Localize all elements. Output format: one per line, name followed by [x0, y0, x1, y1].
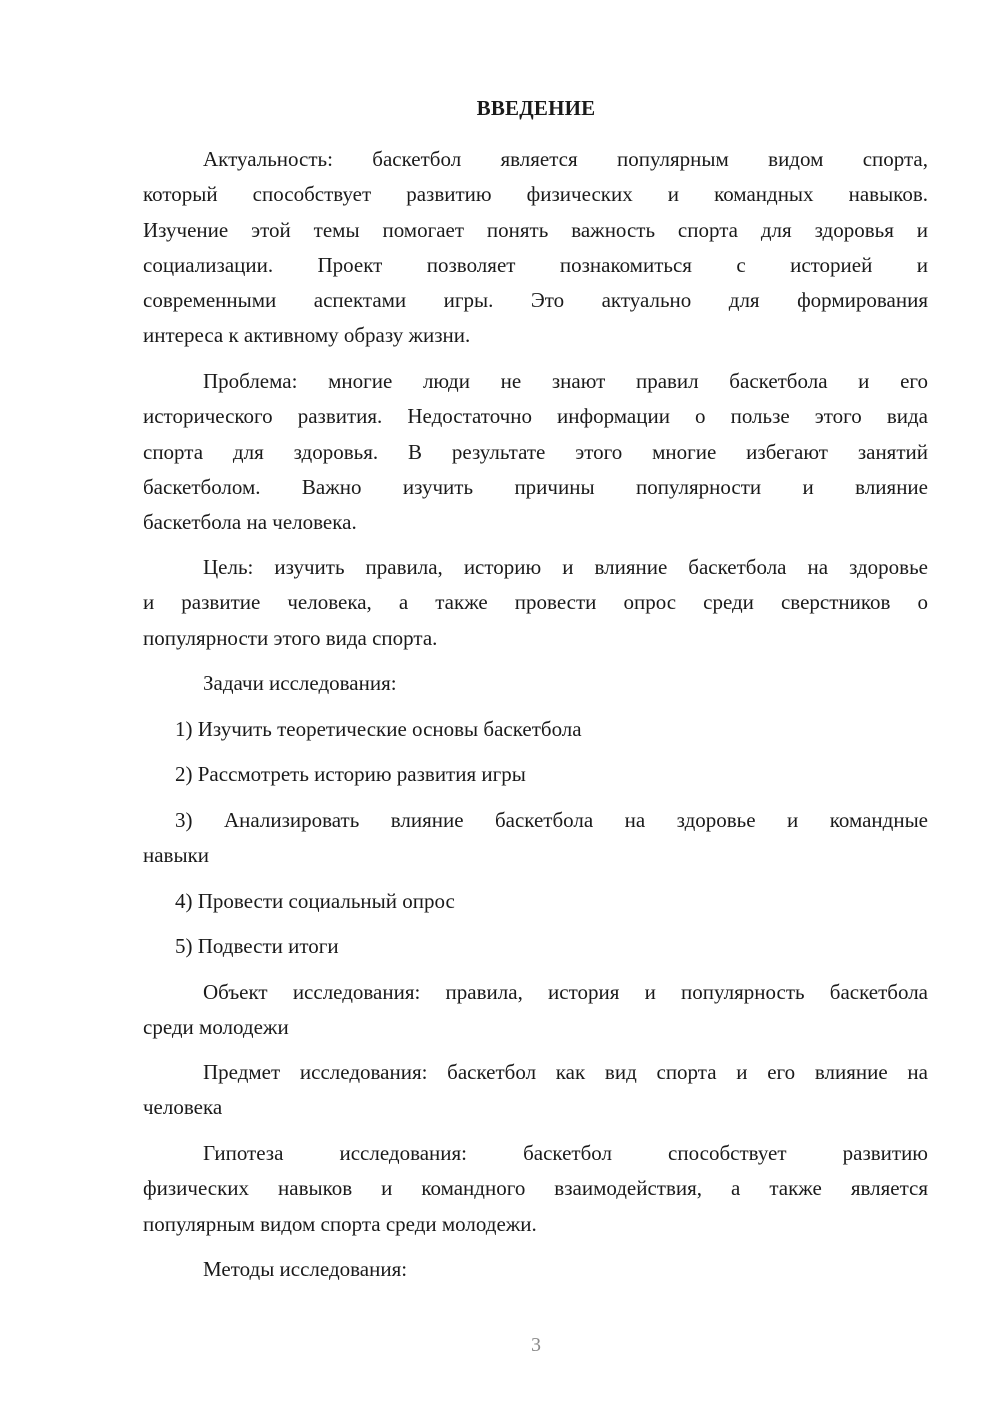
paragraph-hypothesis — [143, 1136, 928, 1242]
text-line: Цель: изучить правила, историю и влияние баскетбола на здоровье — [203, 555, 928, 579]
list-item: 5) Подвести итоги — [175, 934, 339, 958]
list-item: 1) Изучить теоретические основы баскетбола — [175, 717, 582, 741]
text-line: Актуальность: баскетбол является популярным видом спорта, — [203, 147, 928, 171]
text-line: Изучение этой темы помогает понять важность спорта для здоровья и — [143, 217, 928, 242]
paragraph-problem — [143, 364, 928, 540]
tasks-list — [143, 712, 928, 747]
tasks-list — [143, 757, 928, 792]
text-line: баскетболом. Важно изучить причины популярности и влияние — [143, 474, 928, 499]
text-line: человека — [143, 1095, 223, 1120]
tasks-list — [143, 884, 928, 919]
paragraph-goal — [143, 550, 928, 656]
list-item: 4) Провести социальный опрос — [175, 889, 455, 913]
list-item: 2) Рассмотреть историю развития игры — [175, 762, 526, 786]
page-number: 3 — [531, 1334, 541, 1356]
text-line: который способствует развитию физических и командных навыков. — [143, 182, 928, 207]
text-line: среди молодежи — [143, 1015, 289, 1040]
text-line: интереса к активному образу жизни. — [143, 323, 471, 348]
paragraph-object — [143, 975, 928, 1046]
methods-heading — [143, 1252, 928, 1287]
tasks-list — [143, 803, 928, 874]
text-line: исторического развития. Недостаточно информации о пользе этого вида — [143, 404, 928, 429]
text-line: современными аспектами игры. Это актуально для формирования — [143, 288, 928, 313]
page-title: ВВЕДЕНИЕ — [476, 96, 596, 120]
list-item: 3) Анализировать влияние баскетбола на здоровье и командные — [175, 808, 928, 832]
text-line: Проблема: многие люди не знают правил баскетбола и его — [203, 369, 928, 393]
tasks-list — [143, 929, 928, 964]
paragraph-relevance — [143, 142, 928, 354]
text-line: Предмет исследования: баскетбол как вид спорта и его влияние на — [203, 1060, 928, 1084]
text-line: Методы исследования: — [203, 1257, 408, 1281]
list-item-continuation: навыки — [143, 843, 210, 868]
text-line: популярности этого вида спорта. — [143, 625, 438, 650]
text-line: Объект исследования: правила, история и популярность баскетбола — [203, 980, 928, 1004]
text-line: физических навыков и командного взаимодействия, а также является — [143, 1176, 928, 1201]
paragraph-subject — [143, 1055, 928, 1126]
text-line: социализации. Проект позволяет познакомиться с историей и — [143, 252, 928, 277]
text-line: и развитие человека, а также провести опрос среди сверстников о — [143, 590, 928, 615]
text-line: Задачи исследования: — [203, 671, 397, 695]
text-line: спорта для здоровья. В результате этого многие избегают занятий — [143, 439, 928, 464]
tasks-heading — [143, 666, 928, 701]
text-line: баскетбола на человека. — [143, 510, 357, 535]
text-line: Гипотеза исследования: баскетбол способствует развитию — [203, 1141, 928, 1165]
text-line: популярным видом спорта среди молодежи. — [143, 1211, 537, 1236]
